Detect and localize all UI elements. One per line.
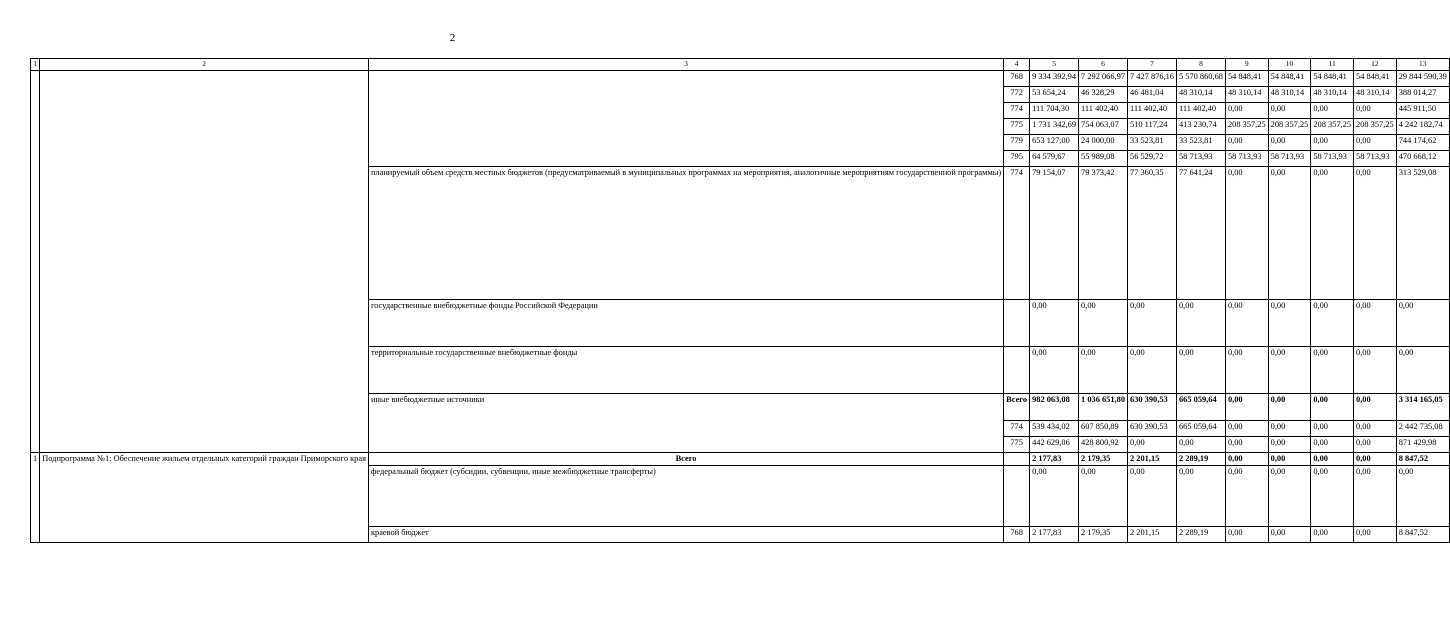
value-cell: 0,00	[1225, 421, 1268, 437]
value-cell: 48 310,14	[1311, 87, 1354, 103]
value-cell: 0,00	[1030, 300, 1079, 347]
value-cell: 54 848,41	[1311, 71, 1354, 87]
code-cell	[1004, 465, 1030, 526]
value-cell: 111 402,40	[1176, 103, 1225, 119]
value-cell: 0,00	[1268, 103, 1311, 119]
value-cell: 630 390,53	[1128, 394, 1177, 421]
value-cell: 33 523,81	[1128, 135, 1177, 151]
value-cell: 0,00	[1030, 465, 1079, 526]
value-cell: 0,00	[1396, 300, 1449, 347]
value-cell: 0,00	[1311, 167, 1354, 300]
header-cell: 12	[1354, 59, 1397, 71]
value-cell: 0,00	[1311, 465, 1354, 526]
value-cell: 54 848,41	[1354, 71, 1397, 87]
value-cell: 0,00	[1128, 465, 1177, 526]
value-cell: 2 201,15	[1128, 453, 1177, 466]
value-cell: 5 570 860,68	[1176, 71, 1225, 87]
header-cell: 13	[1396, 59, 1449, 71]
value-cell: 9 334 392,94	[1030, 71, 1079, 87]
value-cell: 1 036 651,80	[1079, 394, 1128, 421]
value-cell: 2 179,35	[1079, 526, 1128, 542]
value-cell: 665 059,64	[1176, 421, 1225, 437]
value-cell: 54 848,41	[1225, 71, 1268, 87]
value-cell: 2 289,19	[1176, 526, 1225, 542]
value-cell: 413 230,74	[1176, 119, 1225, 135]
value-cell: 0,00	[1268, 465, 1311, 526]
value-cell: 0,00	[1311, 347, 1354, 394]
value-cell: 53 654,24	[1030, 87, 1079, 103]
value-cell: 0,00	[1225, 465, 1268, 526]
value-cell: 0,00	[1268, 347, 1311, 394]
value-cell: 0,00	[1311, 300, 1354, 347]
value-cell: 0,00	[1354, 421, 1397, 437]
value-cell: 29 844 590,39	[1396, 71, 1449, 87]
value-cell: 58 713,93	[1354, 151, 1397, 167]
value-cell: 0,00	[1354, 437, 1397, 453]
value-cell: 0,00	[1354, 103, 1397, 119]
value-cell: 1 731 342,69	[1030, 119, 1079, 135]
value-cell: 0,00	[1311, 526, 1354, 542]
value-cell: 8 847,52	[1396, 526, 1449, 542]
header-cell: 9	[1225, 59, 1268, 71]
value-cell: 0,00	[1225, 453, 1268, 466]
value-cell: 0,00	[1268, 167, 1311, 300]
code-cell: 768	[1004, 526, 1030, 542]
value-cell: 58 713,93	[1225, 151, 1268, 167]
value-cell: 208 357,25	[1225, 119, 1268, 135]
code-cell: 775	[1004, 437, 1030, 453]
source-cell	[368, 71, 1003, 167]
value-cell: 0,00	[1354, 526, 1397, 542]
value-cell: 0,00	[1311, 453, 1354, 466]
code-cell	[1004, 300, 1030, 347]
header-cell: 3	[368, 59, 1003, 71]
value-cell: 54 848,41	[1268, 71, 1311, 87]
code-cell: 774	[1004, 167, 1030, 300]
value-cell: 2 177,83	[1030, 526, 1079, 542]
value-cell: 0,00	[1311, 437, 1354, 453]
value-cell: 208 357,25	[1268, 119, 1311, 135]
value-cell: 56 529,72	[1128, 151, 1177, 167]
value-cell: 7 427 876,16	[1128, 71, 1177, 87]
value-cell: 0,00	[1225, 437, 1268, 453]
value-cell: 428 800,92	[1079, 437, 1128, 453]
value-cell: 77 360,35	[1128, 167, 1177, 300]
value-cell: 0,00	[1225, 394, 1268, 421]
code-cell: 795	[1004, 151, 1030, 167]
row-number-cell: 1	[31, 453, 40, 543]
value-cell: 0,00	[1079, 300, 1128, 347]
value-cell: 111 402,40	[1128, 103, 1177, 119]
value-cell: 0,00	[1225, 300, 1268, 347]
value-cell: 208 357,25	[1311, 119, 1354, 135]
value-cell: 0,00	[1268, 526, 1311, 542]
header-cell: 7	[1128, 59, 1177, 71]
value-cell: 0,00	[1268, 300, 1311, 347]
code-cell: 774	[1004, 103, 1030, 119]
value-cell: 0,00	[1176, 300, 1225, 347]
value-cell: 744 174,62	[1396, 135, 1449, 151]
value-cell: 0,00	[1128, 347, 1177, 394]
header-cell: 10	[1268, 59, 1311, 71]
value-cell: 0,00	[1396, 347, 1449, 394]
value-cell: 79 154,07	[1030, 167, 1079, 300]
value-cell: 0,00	[1354, 300, 1397, 347]
value-cell: 0,00	[1268, 421, 1311, 437]
value-cell: 665 059,64	[1176, 394, 1225, 421]
value-cell: 46 481,04	[1128, 87, 1177, 103]
budget-table	[30, 58, 1450, 543]
value-cell: 3 314 165,05	[1396, 394, 1449, 421]
value-cell: 46 328,29	[1079, 87, 1128, 103]
value-cell: 0,00	[1176, 347, 1225, 394]
value-cell: 0,00	[1079, 347, 1128, 394]
value-cell: 0,00	[1176, 465, 1225, 526]
value-cell: 55 989,08	[1079, 151, 1128, 167]
value-cell: 8 847,52	[1396, 453, 1449, 466]
value-cell: 0,00	[1128, 437, 1177, 453]
value-cell: 630 390,53	[1128, 421, 1177, 437]
value-cell: 0,00	[1311, 135, 1354, 151]
value-cell: 58 713,93	[1268, 151, 1311, 167]
value-cell: 0,00	[1311, 394, 1354, 421]
value-cell: 0,00	[1268, 135, 1311, 151]
value-cell: 0,00	[1268, 453, 1311, 466]
value-cell: 313 529,08	[1396, 167, 1449, 300]
header-cell: 6	[1079, 59, 1128, 71]
value-cell: 0,00	[1225, 135, 1268, 151]
value-cell: 871 429,98	[1396, 437, 1449, 453]
source-label: Всего	[368, 453, 1003, 466]
value-cell: 48 310,14	[1354, 87, 1397, 103]
value-cell: 0,00	[1354, 167, 1397, 300]
source-label: государственные внебюджетные фонды Российской Федерации	[368, 300, 1003, 347]
value-cell: 58 713,93	[1311, 151, 1354, 167]
value-cell: 0,00	[1268, 394, 1311, 421]
value-cell: 111 402,40	[1079, 103, 1128, 119]
table-row	[31, 453, 1450, 466]
code-cell	[1004, 453, 1030, 466]
value-cell: 653 127,00	[1030, 135, 1079, 151]
value-cell: 2 442 735,08	[1396, 421, 1449, 437]
value-cell: 470 668,12	[1396, 151, 1449, 167]
table-row	[31, 71, 1450, 87]
value-cell: 2 177,83	[1030, 453, 1079, 466]
value-cell: 0,00	[1128, 300, 1177, 347]
value-cell: 0,00	[1354, 347, 1397, 394]
value-cell: 111 704,30	[1030, 103, 1079, 119]
column-number-header	[31, 59, 1450, 71]
row-number-cell	[31, 71, 40, 453]
value-cell: 208 357,25	[1354, 119, 1397, 135]
code-cell: 775	[1004, 119, 1030, 135]
header-cell: 2	[40, 59, 369, 71]
value-cell: 445 911,50	[1396, 103, 1449, 119]
code-cell: 774	[1004, 421, 1030, 437]
value-cell: 0,00	[1225, 103, 1268, 119]
code-cell: 768	[1004, 71, 1030, 87]
source-label: планируемый объем средств местных бюджетов (предусматриваемый в муниципальных программах на мероприятия, аналогичные мероприятиям государственной программы)	[368, 167, 1003, 300]
value-cell: 510 117,24	[1128, 119, 1177, 135]
value-cell: 0,00	[1354, 135, 1397, 151]
value-cell: 0,00	[1311, 421, 1354, 437]
page-number: 2	[449, 32, 456, 44]
value-cell: 0,00	[1354, 465, 1397, 526]
source-label: краевой бюджет	[368, 526, 1003, 542]
value-cell: 0,00	[1030, 347, 1079, 394]
value-cell: 0,00	[1225, 347, 1268, 394]
value-cell: 442 629,06	[1030, 437, 1079, 453]
header-cell: 5	[1030, 59, 1079, 71]
value-cell: 77 641,24	[1176, 167, 1225, 300]
value-cell: 4 242 182,74	[1396, 119, 1449, 135]
header-cell: 8	[1176, 59, 1225, 71]
value-cell: 0,00	[1176, 437, 1225, 453]
value-cell: 0,00	[1311, 103, 1354, 119]
name-cell	[40, 71, 369, 453]
value-cell: 539 434,02	[1030, 421, 1079, 437]
source-label: территориальные государственные внебюджетные фонды	[368, 347, 1003, 394]
value-cell: 48 310,14	[1176, 87, 1225, 103]
value-cell: 754 063,07	[1079, 119, 1128, 135]
table-body	[31, 59, 1450, 543]
value-cell: 0,00	[1225, 526, 1268, 542]
code-cell	[1004, 347, 1030, 394]
code-cell: 779	[1004, 135, 1030, 151]
value-cell: 982 063,08	[1030, 394, 1079, 421]
source-label: федеральный бюджет (субсидии, субвенции, иные межбюджетные трансферты)	[368, 465, 1003, 526]
value-cell: 48 310,14	[1268, 87, 1311, 103]
value-cell: 0,00	[1354, 453, 1397, 466]
subprogram-title: Подпрограмма №1: Обеспечение жильем отдельных категорий граждан Приморского края	[40, 453, 369, 543]
value-cell: 0,00	[1396, 465, 1449, 526]
value-cell: 0,00	[1268, 437, 1311, 453]
value-cell: 24 000,00	[1079, 135, 1128, 151]
value-cell: 79 373,42	[1079, 167, 1128, 300]
value-cell: 33 523,81	[1176, 135, 1225, 151]
value-cell: 48 310,14	[1225, 87, 1268, 103]
source-label: иные внебюджетные источники	[368, 394, 1003, 453]
header-cell: 1	[31, 59, 40, 71]
value-cell: 58 713,93	[1176, 151, 1225, 167]
code-cell: 772	[1004, 87, 1030, 103]
value-cell: 2 179,35	[1079, 453, 1128, 466]
value-cell: 388 014,27	[1396, 87, 1449, 103]
value-cell: 2 289,19	[1176, 453, 1225, 466]
value-cell: 64 579,67	[1030, 151, 1079, 167]
value-cell: 0,00	[1225, 167, 1268, 300]
header-cell: 4	[1004, 59, 1030, 71]
code-cell: Всего	[1004, 394, 1030, 421]
header-cell: 11	[1311, 59, 1354, 71]
value-cell: 7 292 066,97	[1079, 71, 1128, 87]
value-cell: 0,00	[1079, 465, 1128, 526]
value-cell: 2 201,15	[1128, 526, 1177, 542]
value-cell: 607 850,89	[1079, 421, 1128, 437]
value-cell: 0,00	[1354, 394, 1397, 421]
